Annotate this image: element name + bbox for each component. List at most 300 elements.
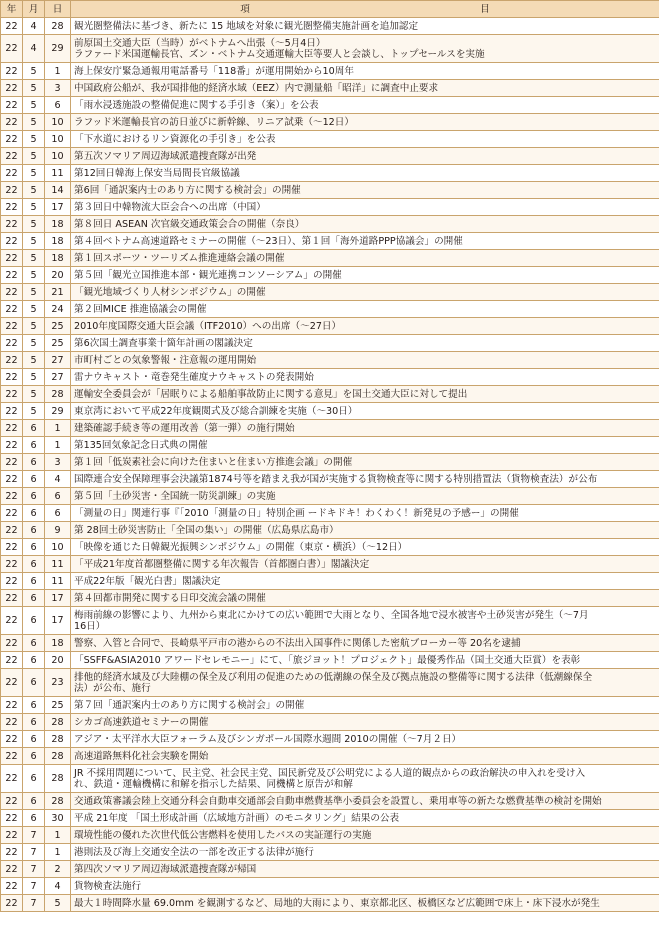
event-line: ラファード米国運輸長官、ズン・ベトナム交通運輸大臣等要人と会談し、トップセールスを実施 <box>74 48 485 60</box>
event-line: 東京湾において平成22年度観閲式及び総合訓練を実施（〜30日） <box>74 405 358 417</box>
event-line: 梅雨前線の影響により、九州から東北にかけての広い範囲で大雨となり、全国各地で浸水被害や土砂災害が発生（〜7月 <box>74 609 589 621</box>
month-cell: 6 <box>23 488 45 505</box>
event-line: 第１回スポーツ・ツーリズム推進連絡会議の開催 <box>74 252 285 264</box>
day-cell: 18 <box>45 250 71 267</box>
year-cell: 22 <box>1 233 23 250</box>
table-row <box>1 714 659 731</box>
year-cell: 22 <box>1 714 23 731</box>
event-cell <box>71 199 659 216</box>
table-row <box>1 765 659 793</box>
month-cell: 6 <box>23 522 45 539</box>
event-line: 第３回日中韓物流大臣会合への出席（中国） <box>74 201 266 213</box>
event-cell <box>71 861 659 878</box>
year-cell: 22 <box>1 454 23 471</box>
table-row <box>1 114 659 131</box>
day-cell: 9 <box>45 522 71 539</box>
event-cell <box>71 335 659 352</box>
event-line: 16日） <box>74 620 106 632</box>
table-row <box>1 403 659 420</box>
event-cell <box>71 386 659 403</box>
day-cell: 29 <box>45 35 71 63</box>
table-row <box>1 437 659 454</box>
event-cell <box>71 827 659 844</box>
year-cell: 22 <box>1 556 23 573</box>
table-row <box>1 590 659 607</box>
event-cell <box>71 148 659 165</box>
event-line: 第４回ベトナム高速道路セミナーの開催（〜23日）、第１回「海外道路PPP協議会」の開催 <box>74 235 463 247</box>
month-cell: 5 <box>23 148 45 165</box>
event-cell <box>71 844 659 861</box>
month-cell: 6 <box>23 590 45 607</box>
event-line: 海上保安庁緊急通報用電話番号「118番」が運用開始から10周年 <box>74 65 354 77</box>
year-cell: 22 <box>1 437 23 454</box>
event-line: 第７回「通訳案内士のあり方に関する検討会」の開催 <box>74 699 305 711</box>
event-cell <box>71 878 659 895</box>
month-cell: 5 <box>23 250 45 267</box>
event-line: 「測量の日」関連行事『「2010「測量の日」特別企画 ードキドキ！わくわく！新発見の予感ー」の開催 <box>74 507 519 519</box>
event-line: 「平成21年度首都圏整備に関する年次報告（首都圏白書）」閣議決定 <box>74 558 370 570</box>
table-row <box>1 63 659 80</box>
day-cell: 1 <box>45 63 71 80</box>
year-cell: 22 <box>1 793 23 810</box>
year-cell: 22 <box>1 267 23 284</box>
year-cell: 22 <box>1 861 23 878</box>
year-cell: 22 <box>1 335 23 352</box>
table-row <box>1 182 659 199</box>
month-cell: 7 <box>23 878 45 895</box>
event-cell <box>71 216 659 233</box>
day-cell: 28 <box>45 748 71 765</box>
event-line: ラフッド米運輸長官の訪日並びに新幹線、リニア試乗（〜12日） <box>74 116 354 128</box>
event-cell <box>71 731 659 748</box>
event-cell <box>71 488 659 505</box>
day-cell: 27 <box>45 352 71 369</box>
day-cell: 25 <box>45 335 71 352</box>
table-row <box>1 216 659 233</box>
month-cell: 6 <box>23 669 45 697</box>
year-cell: 22 <box>1 844 23 861</box>
day-cell: 23 <box>45 669 71 697</box>
year-cell: 22 <box>1 590 23 607</box>
event-cell <box>71 284 659 301</box>
event-line: 第４回都市開発に関する日印交流会議の開催 <box>74 592 266 604</box>
year-cell: 22 <box>1 386 23 403</box>
event-line: 中国政府公船が、我が国排他的経済水域（EEZ）内で測量船「昭洋」に調査中止要求 <box>74 82 439 94</box>
month-cell: 5 <box>23 216 45 233</box>
event-cell <box>71 437 659 454</box>
table-row <box>1 505 659 522</box>
month-cell: 6 <box>23 731 45 748</box>
event-line: 前原国土交通大臣（当時）がベトナムへ出張（〜5月4日） <box>74 37 326 49</box>
day-cell: 2 <box>45 861 71 878</box>
year-cell: 22 <box>1 573 23 590</box>
event-line: 2010年度国際交通大臣会議（ITF2010）への出席（〜27日） <box>74 320 342 332</box>
month-cell: 6 <box>23 635 45 652</box>
table-row <box>1 635 659 652</box>
year-cell: 22 <box>1 471 23 488</box>
year-cell: 22 <box>1 669 23 697</box>
month-cell: 4 <box>23 18 45 35</box>
event-cell <box>71 250 659 267</box>
table-row <box>1 35 659 63</box>
year-cell: 22 <box>1 522 23 539</box>
event-line: 環境性能の優れた次世代低公害燃料を使用したバスの実証運行の実施 <box>74 829 372 841</box>
event-line: 第四次ソマリア周辺海域派遣捜査隊が帰国 <box>74 863 257 875</box>
event-cell <box>71 556 659 573</box>
month-cell: 5 <box>23 267 45 284</box>
month-cell: 4 <box>23 35 45 63</box>
day-cell: 14 <box>45 182 71 199</box>
day-cell: 28 <box>45 731 71 748</box>
event-cell <box>71 590 659 607</box>
table-row <box>1 471 659 488</box>
event-cell <box>71 182 659 199</box>
event-line: 港則法及び海上交通安全法の一部を改正する法律が施行 <box>74 846 314 858</box>
table-row <box>1 335 659 352</box>
day-cell: 1 <box>45 420 71 437</box>
month-cell: 6 <box>23 471 45 488</box>
day-cell: 6 <box>45 488 71 505</box>
event-line: 第 28回土砂災害防止「全国の集い」の開催（広島県広島市） <box>74 524 339 536</box>
event-line: 第１回「低炭素社会に向けた住まいと住まい方推進会議」の開催 <box>74 456 353 468</box>
year-cell: 22 <box>1 878 23 895</box>
table-row <box>1 301 659 318</box>
day-cell: 30 <box>45 810 71 827</box>
day-cell: 18 <box>45 233 71 250</box>
event-line: 第6回「通訳案内士のあり方に関する検討会」の開催 <box>74 184 301 196</box>
event-line: 国際連合安全保障理事会決議第1874号等を踏まえ我が国が実施する貨物検査等に関する特別措置法（貨物検査法）が公布 <box>74 473 598 485</box>
month-cell: 6 <box>23 765 45 793</box>
day-cell: 4 <box>45 471 71 488</box>
day-cell: 10 <box>45 539 71 556</box>
event-line: 高速道路無料化社会実験を開始 <box>74 750 209 762</box>
event-line: 観光圏整備法に基づき、新たに 15 地域を対象に観光圏整備実施計画を追加認定 <box>74 20 419 32</box>
event-cell <box>71 403 659 420</box>
table-row <box>1 731 659 748</box>
day-cell: 1 <box>45 437 71 454</box>
event-line: 交通政策審議会陸上交通分科会自動車交通部会自動車燃費基準小委員会を設置し、乗用車等の新たな燃費基準の検討を開始 <box>74 795 602 807</box>
month-cell: 5 <box>23 284 45 301</box>
year-cell: 22 <box>1 652 23 669</box>
event-cell <box>71 471 659 488</box>
event-cell <box>71 669 659 697</box>
event-cell <box>71 18 659 35</box>
table-row <box>1 18 659 35</box>
year-cell: 22 <box>1 697 23 714</box>
year-cell: 22 <box>1 35 23 63</box>
year-cell: 22 <box>1 731 23 748</box>
event-cell <box>71 352 659 369</box>
event-line: 「雨水浸透施設の整備促進に関する手引き（案）」を公表 <box>74 99 319 111</box>
day-cell: 6 <box>45 505 71 522</box>
event-cell <box>71 454 659 471</box>
table-row <box>1 488 659 505</box>
year-cell: 22 <box>1 748 23 765</box>
table-row <box>1 148 659 165</box>
day-cell: 11 <box>45 556 71 573</box>
day-cell: 18 <box>45 216 71 233</box>
event-cell <box>71 420 659 437</box>
day-cell: 21 <box>45 284 71 301</box>
event-line: 市町村ごとの気象警報・注意報の運用開始 <box>74 354 257 366</box>
month-cell: 6 <box>23 793 45 810</box>
month-cell: 5 <box>23 369 45 386</box>
year-cell: 22 <box>1 505 23 522</box>
day-cell: 17 <box>45 199 71 216</box>
table-row <box>1 369 659 386</box>
event-line: 平成 21年度 「国土形成計画（広域地方計画）のモニタリング」結果の公表 <box>74 812 400 824</box>
event-cell <box>71 522 659 539</box>
event-line: 法）が公布、施行 <box>74 682 151 694</box>
month-cell: 6 <box>23 556 45 573</box>
table-row <box>1 861 659 878</box>
event-line: 第２回MICE 推進協議会の開催 <box>74 303 207 315</box>
day-cell: 20 <box>45 267 71 284</box>
month-cell: 6 <box>23 505 45 522</box>
year-cell: 22 <box>1 318 23 335</box>
month-cell: 5 <box>23 182 45 199</box>
year-cell: 22 <box>1 895 23 912</box>
table-row <box>1 80 659 97</box>
event-line: 第五次ソマリア周辺海域派遣捜査隊が出発 <box>74 150 257 162</box>
day-cell: 29 <box>45 403 71 420</box>
day-cell: 17 <box>45 590 71 607</box>
month-cell: 7 <box>23 861 45 878</box>
month-cell: 5 <box>23 403 45 420</box>
month-cell: 5 <box>23 318 45 335</box>
event-cell <box>71 131 659 148</box>
event-cell <box>71 697 659 714</box>
table-row <box>1 250 659 267</box>
day-cell: 1 <box>45 827 71 844</box>
year-cell: 22 <box>1 63 23 80</box>
year-cell: 22 <box>1 18 23 35</box>
event-cell <box>71 63 659 80</box>
day-cell: 10 <box>45 131 71 148</box>
event-cell <box>71 114 659 131</box>
month-cell: 6 <box>23 607 45 635</box>
table-row <box>1 97 659 114</box>
day-cell: 20 <box>45 652 71 669</box>
table-row <box>1 697 659 714</box>
event-line: シカゴ高速鉄道セミナーの開催 <box>74 716 209 728</box>
event-cell <box>71 635 659 652</box>
event-cell <box>71 301 659 318</box>
month-cell: 6 <box>23 437 45 454</box>
day-cell: 28 <box>45 793 71 810</box>
event-cell <box>71 895 659 912</box>
header-row <box>1 1 659 18</box>
table-row <box>1 454 659 471</box>
event-cell <box>71 573 659 590</box>
month-cell: 6 <box>23 420 45 437</box>
header-day: 日 <box>45 1 71 18</box>
year-cell: 22 <box>1 539 23 556</box>
day-cell: 25 <box>45 318 71 335</box>
event-line: れ、鉄道・運輸機構に和解を指示した結果、同機構と原告が和解 <box>74 778 353 790</box>
year-cell: 22 <box>1 352 23 369</box>
month-cell: 6 <box>23 748 45 765</box>
table-row <box>1 810 659 827</box>
event-cell <box>71 748 659 765</box>
table-row <box>1 748 659 765</box>
day-cell: 11 <box>45 573 71 590</box>
day-cell: 4 <box>45 878 71 895</box>
event-line: 第８回日 ASEAN 次官級交通政策会合の開催（奈良） <box>74 218 305 230</box>
year-cell: 22 <box>1 114 23 131</box>
event-line: 第6次国土調査事業十箇年計画の閣議決定 <box>74 337 253 349</box>
month-cell: 5 <box>23 80 45 97</box>
month-cell: 5 <box>23 386 45 403</box>
year-cell: 22 <box>1 635 23 652</box>
day-cell: 28 <box>45 18 71 35</box>
header-event: 項 目 <box>71 1 659 18</box>
month-cell: 5 <box>23 301 45 318</box>
event-line: 警察、入管と合同で、長崎県平戸市の港からの不法出入国事件に関係した密航ブローカー等 20名を逮捕 <box>74 637 521 649</box>
day-cell: 6 <box>45 97 71 114</box>
table-row <box>1 652 659 669</box>
year-cell: 22 <box>1 131 23 148</box>
table-row <box>1 420 659 437</box>
day-cell: 5 <box>45 895 71 912</box>
day-cell: 11 <box>45 165 71 182</box>
event-cell <box>71 97 659 114</box>
table-row <box>1 878 659 895</box>
table-row <box>1 318 659 335</box>
table-row <box>1 607 659 635</box>
year-cell: 22 <box>1 80 23 97</box>
event-cell <box>71 80 659 97</box>
month-cell: 5 <box>23 335 45 352</box>
event-cell <box>71 318 659 335</box>
day-cell: 17 <box>45 607 71 635</box>
table-row <box>1 844 659 861</box>
month-cell: 6 <box>23 810 45 827</box>
event-line: 排他的経済水域及び大陸棚の保全及び利用の促進のための低潮線の保全及び拠点施設の整備等に関する法律（低潮線保全 <box>74 671 593 683</box>
day-cell: 28 <box>45 765 71 793</box>
event-cell <box>71 765 659 793</box>
event-cell <box>71 267 659 284</box>
year-cell: 22 <box>1 301 23 318</box>
table-row <box>1 233 659 250</box>
month-cell: 7 <box>23 895 45 912</box>
day-cell: 3 <box>45 454 71 471</box>
month-cell: 5 <box>23 97 45 114</box>
event-line: 「下水道におけるリン資源化の手引き」を公表 <box>74 133 276 145</box>
event-cell <box>71 810 659 827</box>
month-cell: 6 <box>23 454 45 471</box>
year-cell: 22 <box>1 216 23 233</box>
month-cell: 6 <box>23 652 45 669</box>
table-row <box>1 352 659 369</box>
table-row <box>1 199 659 216</box>
day-cell: 28 <box>45 714 71 731</box>
event-line: 運輸安全委員会が「居眠りによる船舶事故防止に関する意見」を国土交通大臣に対して提出 <box>74 388 468 400</box>
month-cell: 6 <box>23 697 45 714</box>
year-cell: 22 <box>1 148 23 165</box>
event-line: 雷ナウキャスト・竜巻発生確度ナウキャストの発表開始 <box>74 371 314 383</box>
month-cell: 5 <box>23 114 45 131</box>
year-cell: 22 <box>1 199 23 216</box>
year-cell: 22 <box>1 827 23 844</box>
table-row <box>1 895 659 912</box>
day-cell: 25 <box>45 697 71 714</box>
day-cell: 18 <box>45 635 71 652</box>
event-cell <box>71 35 659 63</box>
month-cell: 6 <box>23 714 45 731</box>
table-row <box>1 165 659 182</box>
table-row <box>1 556 659 573</box>
year-cell: 22 <box>1 97 23 114</box>
day-cell: 3 <box>45 80 71 97</box>
table-row <box>1 573 659 590</box>
year-cell: 22 <box>1 488 23 505</box>
header-month: 月 <box>23 1 45 18</box>
day-cell: 10 <box>45 148 71 165</box>
event-line: 建築確認手続き等の運用改善（第一弾）の施行開始 <box>74 422 295 434</box>
year-cell: 22 <box>1 182 23 199</box>
year-cell: 22 <box>1 369 23 386</box>
event-line: 「観光地域づくり人材シンポジウム」の開催 <box>74 286 266 298</box>
month-cell: 5 <box>23 199 45 216</box>
event-cell <box>71 652 659 669</box>
table-row <box>1 131 659 148</box>
table-row <box>1 386 659 403</box>
header-year: 年 <box>1 1 23 18</box>
month-cell: 5 <box>23 352 45 369</box>
event-cell <box>71 539 659 556</box>
table-row <box>1 539 659 556</box>
month-cell: 6 <box>23 573 45 590</box>
table-body <box>1 18 659 912</box>
event-line: 最大１時間降水量 69.0mm を観測するなど、局地的大雨により、東京都北区、板橋区など広範囲で床上・床下浸水が発生 <box>74 897 600 909</box>
event-cell <box>71 505 659 522</box>
table-row <box>1 793 659 810</box>
event-cell <box>71 607 659 635</box>
year-cell: 22 <box>1 810 23 827</box>
table-row <box>1 522 659 539</box>
event-line: 第135回気象記念日式典の開催 <box>74 439 208 451</box>
day-cell: 27 <box>45 369 71 386</box>
event-line: 貨物検査法施行 <box>74 880 142 892</box>
year-cell: 22 <box>1 765 23 793</box>
year-cell: 22 <box>1 607 23 635</box>
event-cell <box>71 233 659 250</box>
month-cell: 5 <box>23 233 45 250</box>
year-cell: 22 <box>1 284 23 301</box>
month-cell: 5 <box>23 165 45 182</box>
table-row <box>1 827 659 844</box>
event-cell <box>71 714 659 731</box>
day-cell: 24 <box>45 301 71 318</box>
event-cell <box>71 165 659 182</box>
event-line: 「SSFF&ASIA2010 アワードセレモニー」にて、「旅ジヨット！プロジェクト」最優秀作品（国土交通大臣賞）を表彰 <box>74 654 581 666</box>
table-row <box>1 267 659 284</box>
table-row <box>1 284 659 301</box>
table-row <box>1 669 659 697</box>
year-cell: 22 <box>1 250 23 267</box>
month-cell: 5 <box>23 63 45 80</box>
month-cell: 7 <box>23 827 45 844</box>
year-cell: 22 <box>1 403 23 420</box>
event-line: JR 不採用問題について、民主党、社会民主党、国民新党及び公明党による人道的観点からの政治解決の申入れを受け入 <box>74 767 586 779</box>
table-header <box>1 1 659 18</box>
event-line: 第５回「土砂災害・全国統一防災訓練」の実施 <box>74 490 276 502</box>
event-line: アジア・太平洋水大臣フォーラム及びシンガポール国際水週間 2010の開催（〜7月２日） <box>74 733 462 745</box>
year-cell: 22 <box>1 165 23 182</box>
event-cell <box>71 793 659 810</box>
event-line: 第５回「観光立国推進本部・観光連携コンソーシアム」の開催 <box>74 269 342 281</box>
